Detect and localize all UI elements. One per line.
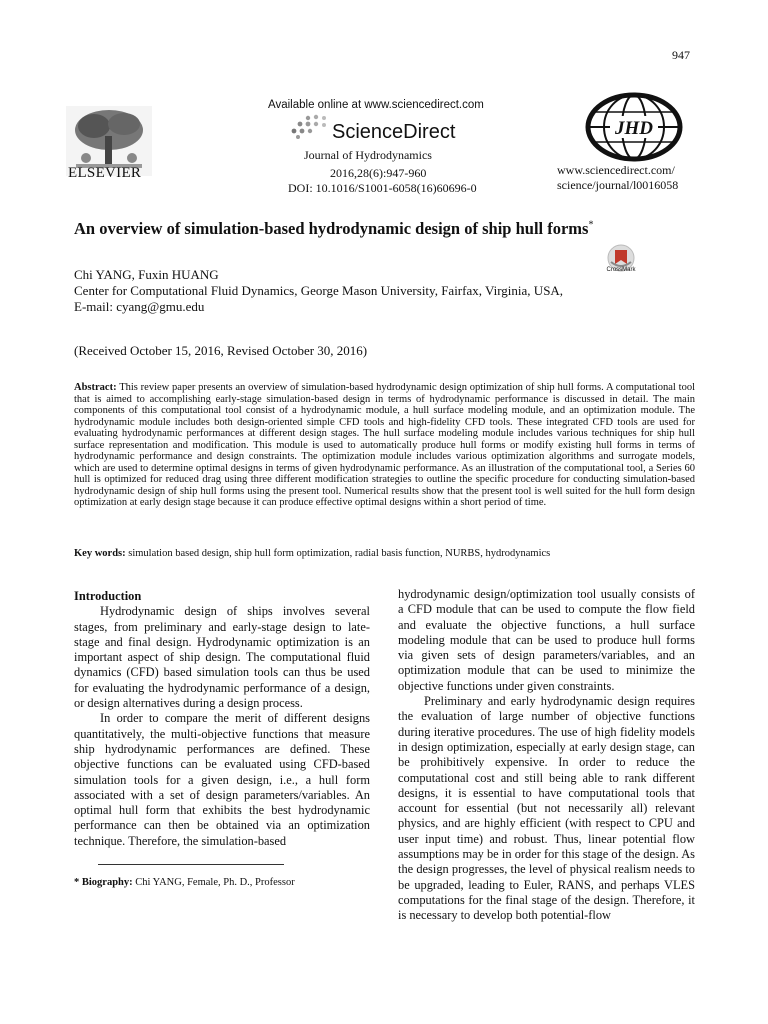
paper-title [74, 219, 593, 239]
received-dates: (Received October 15, 2016, Revised October 30, 2016) [74, 343, 368, 358]
footnote-label: * Biography: [74, 877, 133, 888]
abstract [74, 382, 695, 509]
intro-paragraph-4: Preliminary and early hydrodynamic design requires the evaluation of large number of objective functions during iterative procedures. The use of high fidelity models in design optimization, especially at early design stage, can be prohibitively expensive. In order to reduce the computational cost and still being able to rank different designs, it is essential to have computational tools that account for essential (but not necessarily all) relevant physics, and are highly efficient (with respect to CPU and user input time) and robust. Thus, linear potential flow assumptions may be in order for this stage of the design. As the design progresses, the level of physical realism needs to be upgraded, leading to Euler, RANS, and perhaps VLES computations for the final stage of the design. Therefore, it is necessary to develop both potential-flow [398, 694, 695, 923]
journal-name: Journal of Hydrodynamics [304, 148, 432, 162]
affiliation: Center for Computational Fluid Dynamics, George Mason University, Fairfax, Virginia, USA, [74, 283, 564, 298]
sciencedirect-dots-icon [286, 114, 336, 140]
author-email[interactable]: E-mail: cyang@gmu.edu [74, 299, 205, 314]
section-heading-introduction: Introduction [74, 589, 142, 603]
journal-url-line2[interactable]: science/journal/l0016058 [557, 178, 679, 192]
journal-doi: DOI: 10.1016/S1001-6058(16)60696-0 [288, 181, 477, 195]
sciencedirect-logo-text: ScienceDirect [332, 121, 456, 143]
abstract-text: This review paper presents an overview of simulation-based hydrodynamic design optimization of ship hull forms. A computational tool that is aimed to accomplishing early-stage simulation-based design in terms of hydrodynamic performance is discussed in detail. The main components of this computational tool consist of a hydrodynamic module, a hull surface modeling module, and an optimization module. The hydrodynamic module includes both design-oriented simple CFD tools and high-fidelity CFD tools. These integrated CFD tools are used for evaluating hydrodynamic performances at different design stages. The hull surface modeling module includes various techniques for ship hull surface representation and modification. This module is used to automatically produce hull forms or modify existing hull forms in terms of hydrodynamic performance and design constraints. The optimization module includes various optimization algorithms and surrogate models, which are used to determine optimal designs in terms of given hydrodynamic performance. As an illustration of the computational tool, a Series 60 hull is optimized for reduced drag using three different modification strategies to outline the specific procedure for conducting simulation-based hydrodynamic design of ship hull forms using the present tool. Numerical results show that the present tool is well suited for the hull form design optimization at early design stage because it can produce effective optimal designs within a short period of time. [74, 382, 695, 508]
journal-url-line1[interactable]: www.sciencedirect.com/ [557, 163, 675, 177]
intro-paragraph-3: hydrodynamic design/optimization tool usually consists of a CFD module that can be used to compute the flow field and evaluate the objective functions, a hull surface modeling module that can be used to produce hull forms via given sets of design parameters/variables, and an optimization module that can be used to minimize the objective functions under given constraints. [398, 587, 695, 693]
publisher-name: ELSEVIER [68, 165, 142, 181]
body-column-right [398, 587, 695, 924]
journal-volume: 2016,28(6):947-960 [330, 166, 427, 180]
keywords-label: Key words: [74, 548, 126, 559]
jhd-logo-text: JHD [615, 118, 653, 139]
abstract-label: Abstract: [74, 382, 117, 393]
intro-paragraph-2: In order to compare the merit of different designs quantitatively, the multi-objective functions that measure ship hydrodynamic performances are defined. These objective functions can be evaluated using CFD-based simulation tools for a given design, i.e., a hull form associated with a set of design parameters/variables. An optimal hull form that exhibits the best hydrodynamic performance can then be obtained via an optimization technique. Therefore, the simulation-based [74, 711, 370, 848]
footnote-divider [98, 864, 284, 865]
footnote-text: Chi YANG, Female, Ph. D., Professor [132, 877, 295, 888]
keywords [74, 548, 695, 559]
crossmark-label: CrossMark [606, 267, 636, 273]
biography-footnote [74, 877, 295, 888]
body-column-left [74, 589, 370, 849]
paper-title-text: An overview of simulation-based hydrodynamic design of ship hull forms [74, 219, 589, 238]
authors: Chi YANG, Fuxin HUANG [74, 267, 219, 282]
title-footnote-mark: * [588, 219, 594, 231]
jhd-globe-logo [580, 92, 688, 162]
page-number: 947 [672, 48, 690, 62]
available-online-text: Available online at www.sciencedirect.com [268, 99, 484, 111]
keywords-text: simulation based design, ship hull form optimization, radial basis function, NURBS, hydrodynamics [125, 548, 551, 559]
intro-paragraph-1: Hydrodynamic design of ships involves several stages, from preliminary and early-stage design to late-stage and final design. Hydrodynamic optimization is an important aspect of ship design. The computational fluid dynamics (CFD) based simulation tools can thus be used for evaluating the hydrodynamic performance of a design, or design alternatives during a design process. [74, 604, 370, 711]
